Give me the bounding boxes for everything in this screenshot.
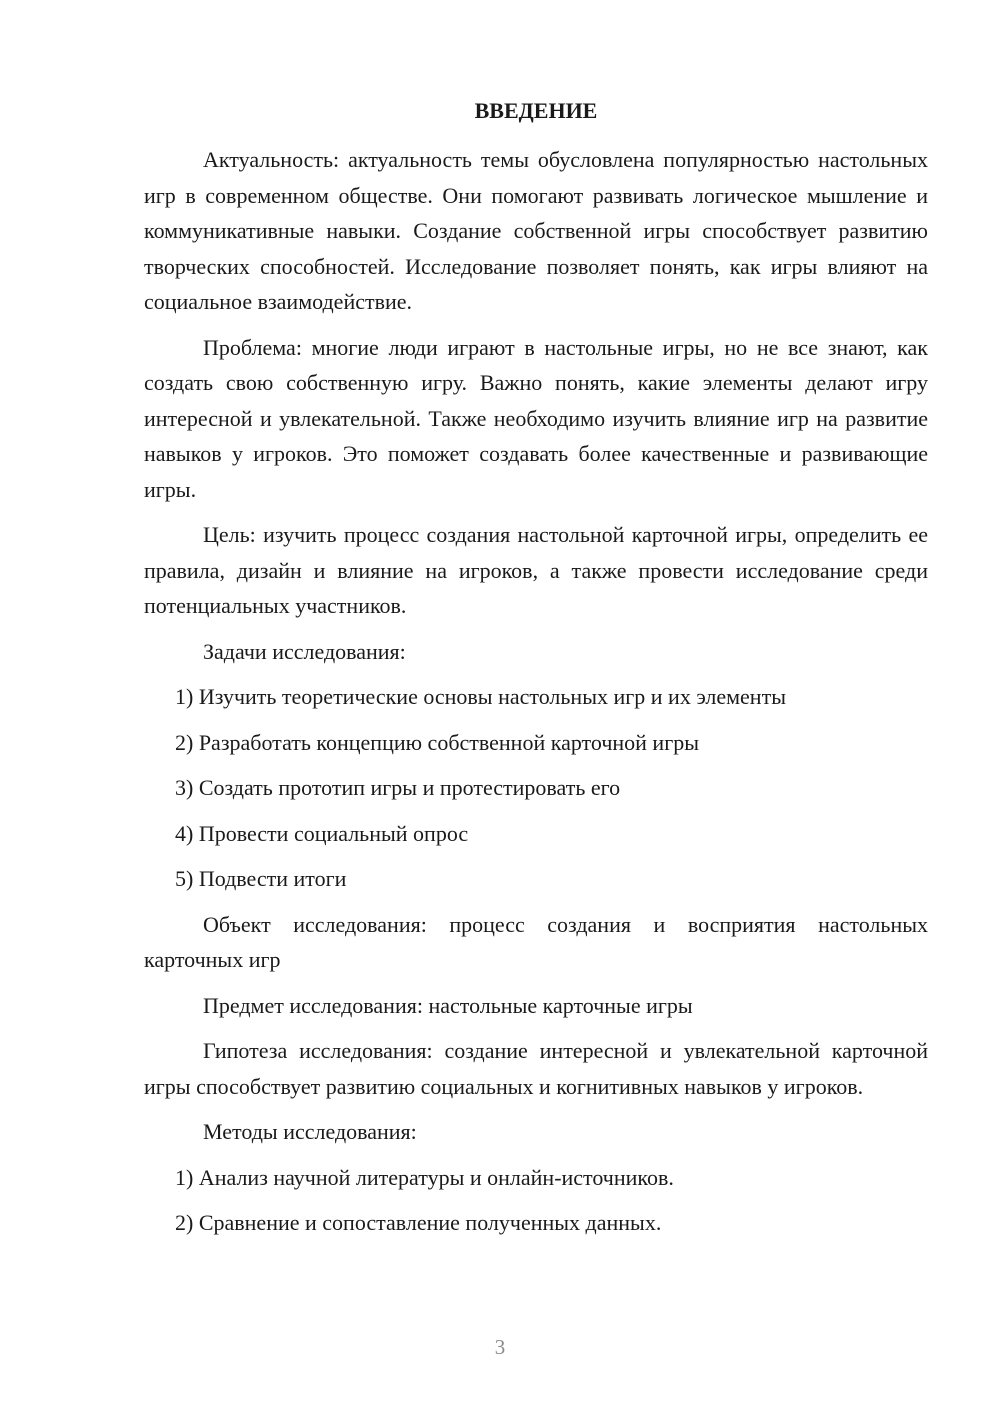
page-number: 3	[494, 1335, 506, 1359]
task-item: 5) Подвести итоги	[175, 866, 347, 891]
section-title: ВВЕДЕНИЕ	[474, 98, 598, 123]
tasks-label: Задачи исследования:	[203, 638, 406, 664]
task-item: 1) Изучить теоретические основы настольных игр и их элементы	[175, 684, 786, 709]
task-item: 4) Провести социальный опрос	[175, 820, 469, 846]
task-item: 3) Создать прототип игры и протестировать его	[175, 775, 621, 800]
paragraph-relevance: Актуальность: актуальность темы обусловлена популярностью настольных игр в современном обществе. Они помогают развивать логическое мышление и коммуникативные навыки. Создание собственной игры способствует развитию творческих способностей. Исследование позволяет понять, как игры влияют на социальное взаимодействие.	[144, 147, 928, 314]
paragraph-hypothesis: Гипотеза исследования: создание интересной и увлекательной карточной игры способствует развитию социальных и когнитивных навыков у игроков.	[144, 1038, 928, 1099]
paragraph-subject: Предмет исследования: настольные карточные игры	[203, 992, 693, 1018]
document-body	[144, 96, 928, 1251]
paragraph-problem: Проблема: многие люди играют в настольные игры, но не все знают, как создать свою собственную игру. Важно понять, какие элементы делают игру интересной и увлекательной. Также необходимо изучить влияние игр на развитие навыков у игроков. Это поможет создавать более качественные и развивающие игры.	[144, 334, 928, 502]
method-item: 2) Сравнение и сопоставление полученных данных.	[175, 1210, 662, 1235]
method-item: 1) Анализ научной литературы и онлайн-источников.	[175, 1164, 674, 1190]
task-item: 2) Разработать концепцию собственной карточной игры	[175, 729, 700, 755]
paragraph-goal: Цель: изучить процесс создания настольной карточной игры, определить ее правила, дизайн и влияние на игроков, а также провести исследование среди потенциальных участников.	[144, 522, 928, 618]
methods-label: Методы исследования:	[203, 1119, 417, 1144]
paragraph-object: Объект исследования: процесс создания и восприятия настольных карточных игр	[144, 911, 928, 972]
